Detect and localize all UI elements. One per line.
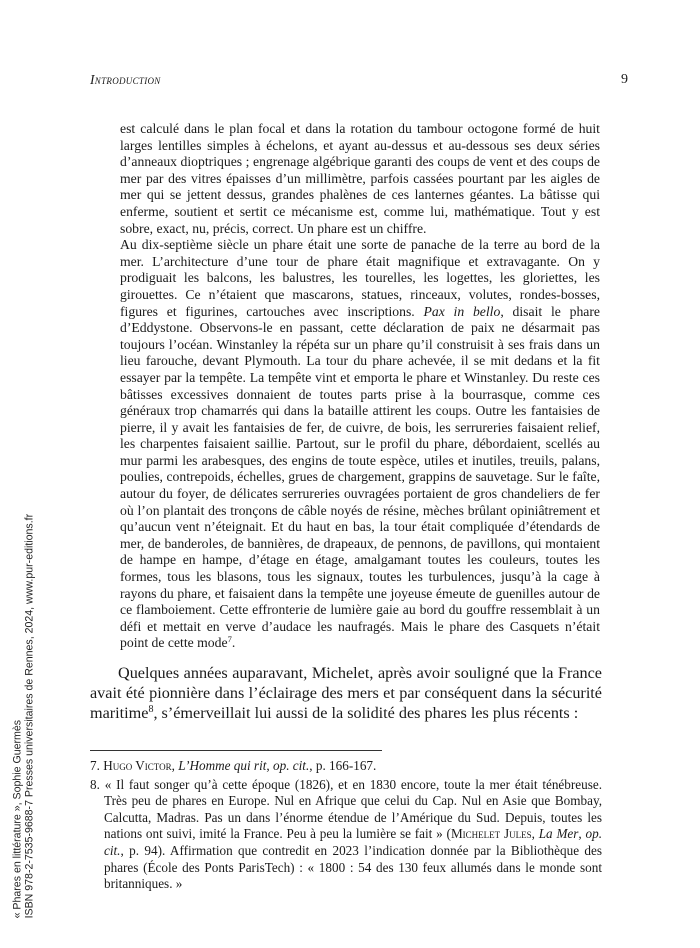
quote-p2-text-a: Au dix-septième siècle un phare était une sorte de panache de la terre au bord de la mer. L’architecture d’une tour de phare était magnifique et extravagante. On y prodiguait les balcons, les balustres, les tourelles, les logettes, les gloriettes, les girouettes. Ce n’étaient que mascarons, statues, rinceaux, volutes, rondes-bosses, figures et figurines, cartouches avec inscriptions. — [120, 237, 600, 319]
running-title: Introduction — [90, 72, 161, 87]
fn7-number: 7. — [90, 758, 104, 773]
running-head — [90, 72, 628, 92]
footnote-7 — [90, 758, 602, 775]
quote-p2-end: . — [231, 635, 236, 651]
quote-p1-text: est calculé dans le plan focal et dans la rotation du tambour octogone formé de huit larges lentilles simples à échelons, et ayant au-dessus et au-dessous ses deux séries d’anneaux dioptriques ; engrenage algébrique garanti des coups de vent et des coups de mer par des vitres épaisses d’un millimètre, parfois cassées pourtant par les aigles de mer qui se jettent dessus, grandes phalènes de ces lanternes géantes. La bâtisse qui enferme, soutient et sertit ce mécanisme est, comme lui, mathématique. Tout y est sobre, exact, nu, précis, correct. Un phare est un chiffre. — [120, 121, 600, 236]
fn7-sep: , — [266, 758, 273, 773]
fn8-number: 8. — [90, 776, 105, 792]
body-text-b: , s’émerveillait lui aussi de la solidité des phares les plus récents : — [153, 704, 579, 723]
fn7-ref: op. cit. — [273, 758, 310, 773]
fn7-title: L’Homme qui rit — [178, 758, 267, 773]
page-number: 9 — [621, 72, 628, 87]
fn8-ref: op. cit. — [104, 826, 603, 858]
quote-paragraph-1 — [120, 121, 600, 237]
block-quotation — [120, 121, 600, 652]
fn7-author: Hugo Victor, — [103, 758, 179, 773]
footnote-ref-8[interactable]: 8 — [148, 704, 154, 716]
fn8-author: Michelet Jules, — [450, 826, 539, 842]
quote-paragraph-2 — [120, 237, 600, 652]
fn8-title: La Mer — [538, 826, 579, 842]
body-text-a: Quelques années auparavant, Michelet, après avoir souligné que la France avait été pionnière dans l’éclairage des mers et par conséquent dans la sécurité maritime — [90, 664, 602, 723]
quote-p2-italic: Pax in bello — [423, 303, 501, 319]
footnote-separator — [90, 750, 382, 751]
side-credit-text — [12, 513, 36, 918]
fn8-text-b: , p. 94). Affirmation que contredit en 2023 l’indication donnée par la Bibliothèque des phares (École des Ponts ParisTech) : « 1800 : 54 des 130 feux allumés dans le monde sont britanniques. » — [104, 842, 602, 892]
footnote-8 — [90, 777, 602, 893]
side-credit-line-1: « Phares en littérature », Sophie Guermès — [11, 719, 24, 918]
footnote-ref-7[interactable]: 7 — [227, 634, 232, 645]
fn7-pages: , p. 166-167. — [309, 758, 377, 773]
quote-p2-text-b: , disait le phare d’Eddystone. Observons-le en passant, cette déclaration de paix ne désarmait pas toujours l’océan. Winstanley la répéta sur un phare qu’il construisit à ses frais dans un lieu farouche, devant Plymouth. La tour du phare achevée, il se mit dedans et la fit essayer par la tempête. La tempête vint et emporta le phare et Winstanley. Du reste ces bâtisses excessives donnaient de toutes parts prise à la bourrasque, comme ces généraux trop chamarrés qui dans la bataille attirent les coups. Outre les fantaisies de pierre, il y avait les fantaisies de fer, de cuivre, de bois, les serrureries faisaient relief, les charpentes faisaient saillie. Partout, sur le profil du phare, débordaient, scellés au mur parmi les arabesques, des engins de toute espèce, utiles et inutiles, treuils, palans, poulies, contrepoids, échelles, grues de chargement, grappins de sauvetage. Sur le faîte, autour du foyer, de délicates serrureries ouvragées portaient de gros chandeliers de fer où l’on plantait des tronçons de câble noyés de résine, mèches brûlant opiniâtrement et qu’aucun vent n’éteignait. Et du haut en bas, la tour était compliquée d’étendards de mer, de banderoles, de bannières, de drapeaux, de pennons, de pavillons, qui montaient de hampe en hampe, d’étage en étage, amalgamant toutes les couleurs, toutes les formes, tous les blasons, tous les signaux, toutes les turbulences, jusqu’à la cage à rayons du phare, et faisaient dans la tempête une joyeuse émeute de guenilles autour de ce flamboiement. Cette effronterie de lumière gaie au bord du gouffre ressemblait à un défi et mettait en verve d’audace les naufragés. Mais le phare des Casquets n’était point de cette mode — [120, 303, 600, 651]
body-paragraph — [90, 663, 602, 724]
fn8-sep: , — [578, 826, 586, 842]
side-credit-line-2: ISBN 978-2-7535-9688-7 Presses universitaires de Rennes, 2024, www.pur-editions.fr — [23, 513, 36, 918]
footnotes — [90, 758, 602, 893]
fn8-text-a: « Il faut songer qu’à cette époque (1826), et en 1830 encore, toute la mer était ténébreuse. Très peu de phares en Europe. Nul en Afrique que celui du Cap. Nul en Asie que Bombay, Calcutta, Madras. Pas un dans l’énorme étendue de l’Amérique du Sud. Depuis, toutes les nations ont suivi, imité la France. Peu à peu la lumière se fait » ( — [104, 776, 602, 842]
